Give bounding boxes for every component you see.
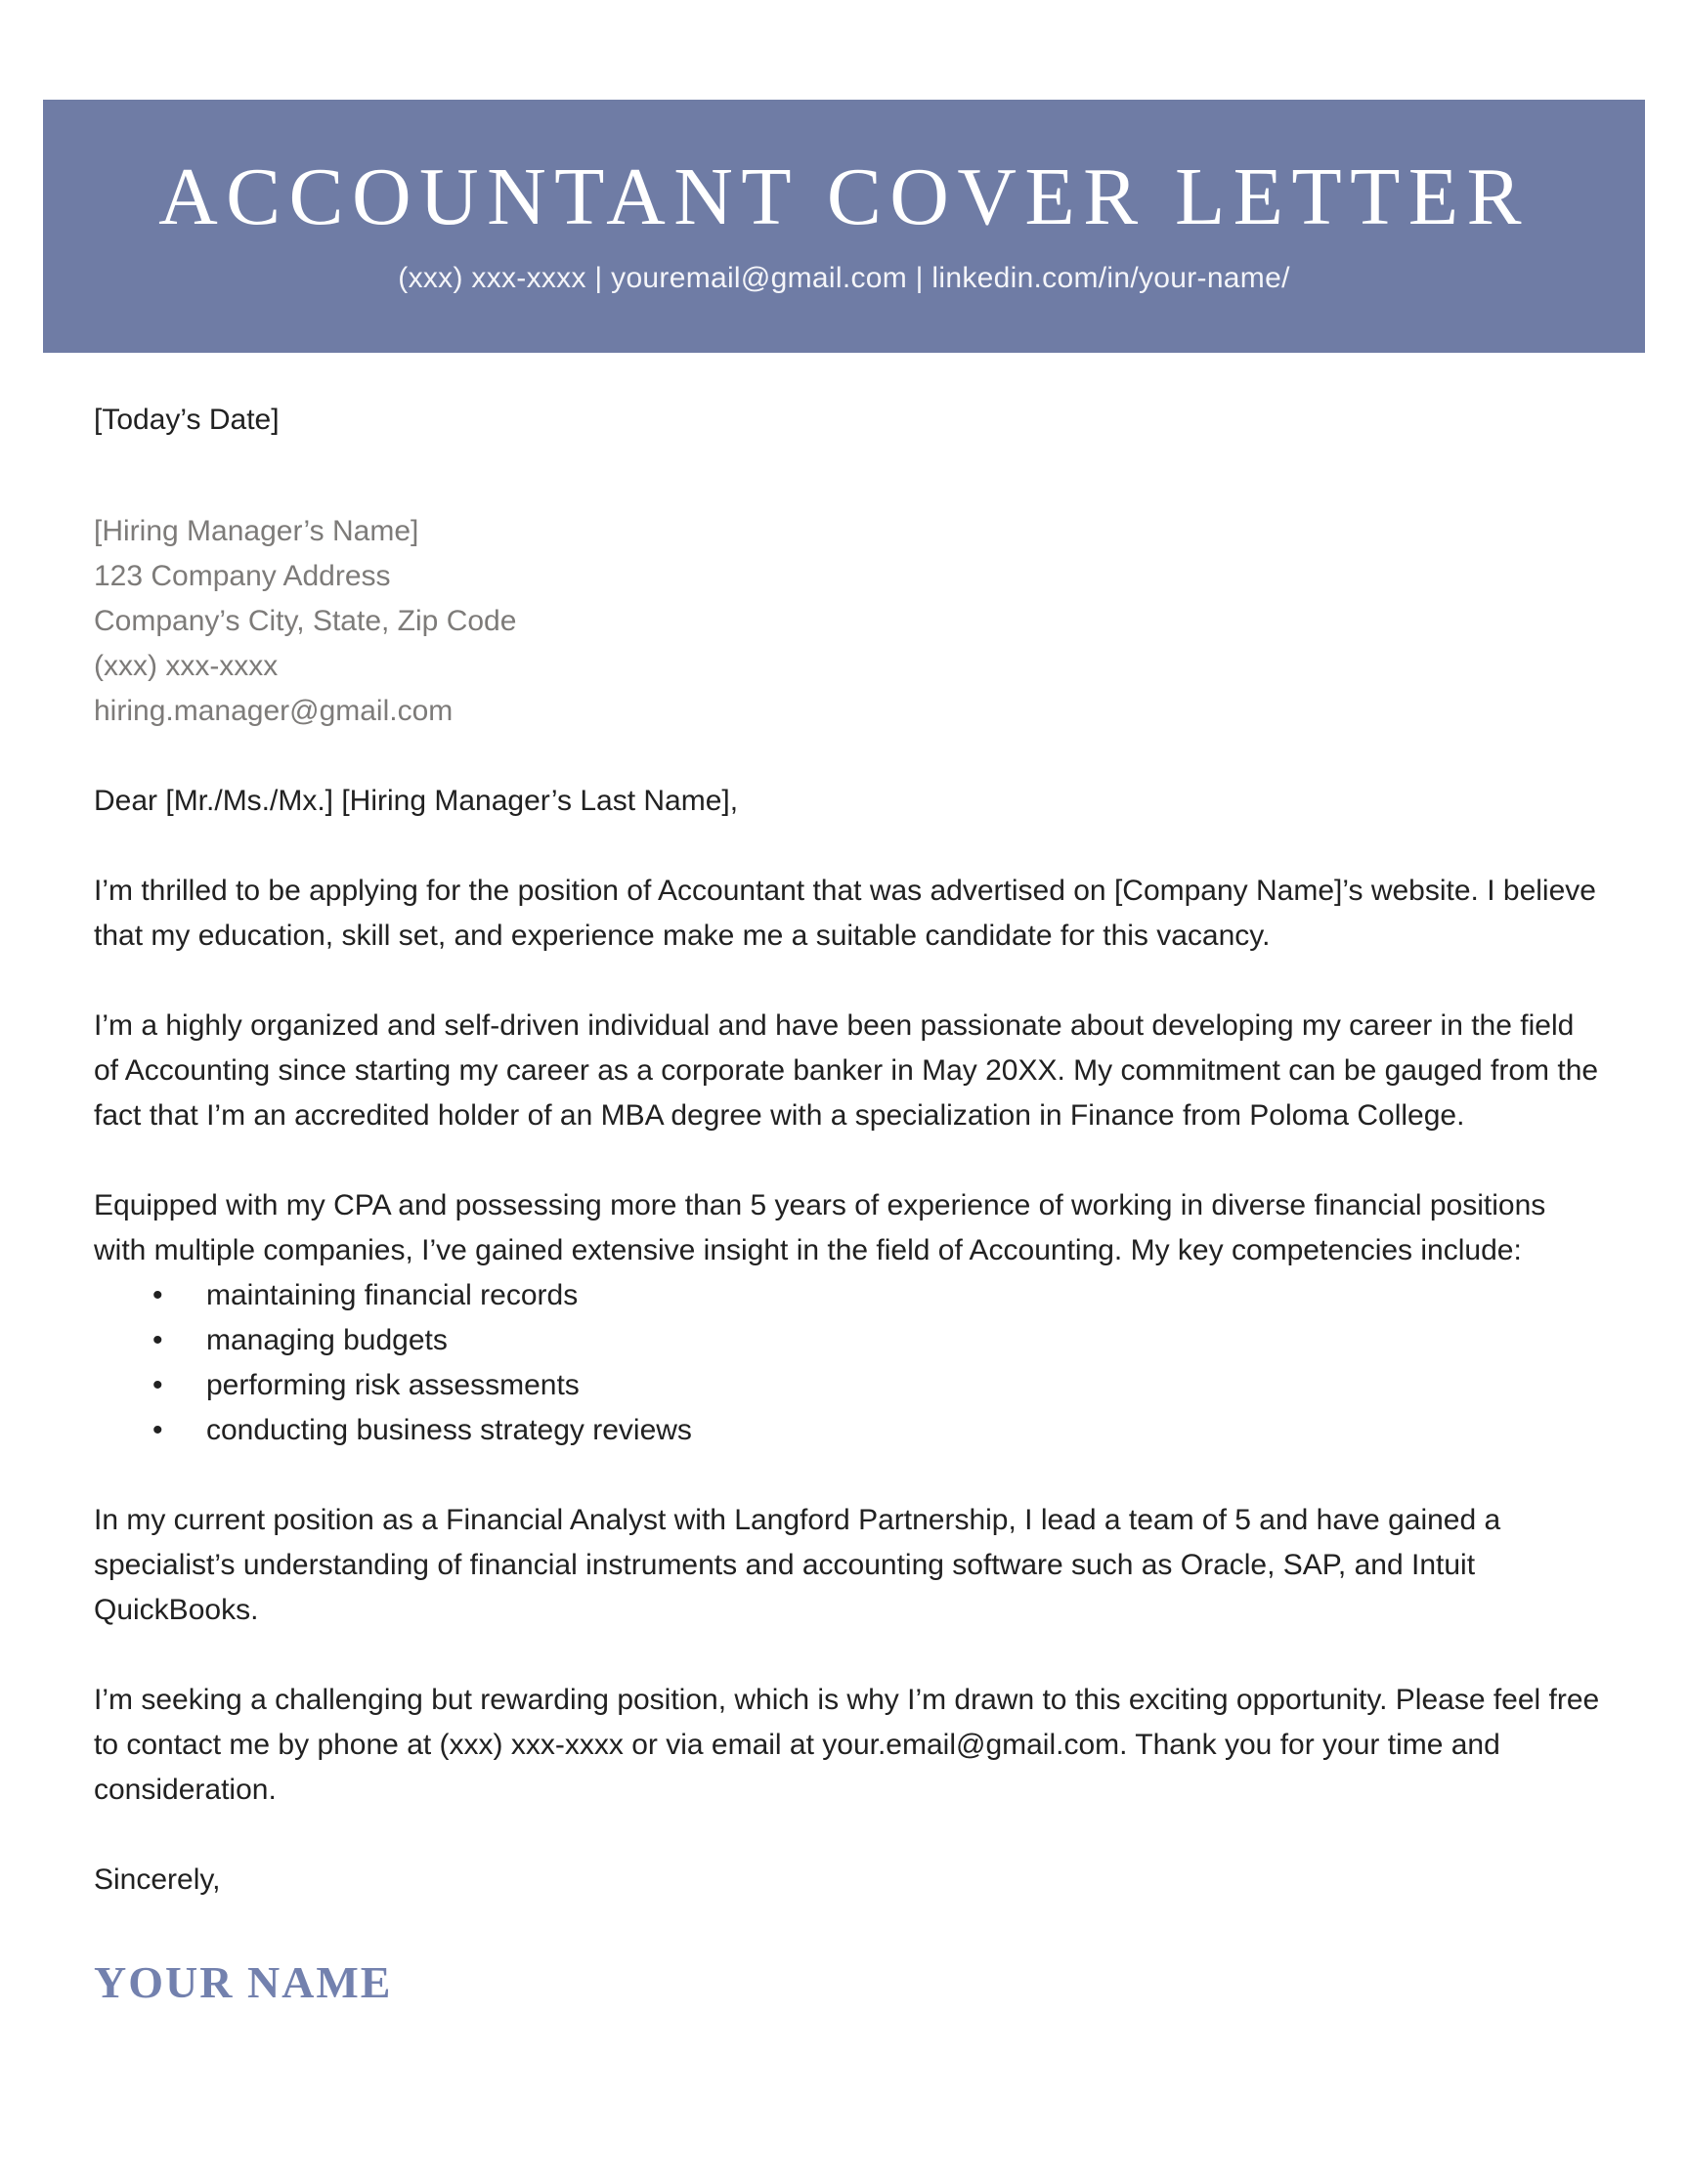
list-item: • managing budgets bbox=[94, 1318, 1600, 1363]
page-title: ACCOUNTANT COVER LETTER bbox=[158, 151, 1530, 242]
recipient-street: 123 Company Address bbox=[94, 560, 391, 592]
header-band bbox=[43, 100, 1645, 353]
greeting-line: Dear [Mr./Ms./Mx.] [Hiring Manager’s Last Name], bbox=[94, 785, 739, 817]
header-contact-line: (xxx) xxx-xxxx | youremail@gmail.com | linkedin.com/in/your-name/ bbox=[398, 262, 1290, 294]
list-item: • conducting business strategy reviews bbox=[94, 1408, 1600, 1453]
recipient-block bbox=[94, 509, 1600, 734]
letter-body bbox=[0, 353, 1688, 2008]
closing-line: Sincerely, bbox=[94, 1863, 221, 1896]
signature-name: YOUR NAME bbox=[94, 1957, 393, 2007]
recipient-city-state-zip: Company’s City, State, Zip Code bbox=[94, 605, 517, 637]
competency-list bbox=[94, 1273, 1600, 1453]
recipient-name: [Hiring Manager’s Name] bbox=[94, 515, 419, 547]
recipient-phone: (xxx) xxx-xxxx bbox=[94, 650, 279, 682]
paragraph-call-to-action: I’m seeking a challenging but rewarding position, which is why I’m drawn to this exciting opportunity. Please feel free to contact me by phone at (xxx) xxx-xxxx or via email at your.email@gmail.com. Thank you for your time and consideration. bbox=[94, 1684, 1600, 1806]
paragraph-current-role: In my current position as a Financial Analyst with Langford Partnership, I lead a team of 5 and have gained a specialist’s understanding of financial instruments and accounting software such as Oracle, SAP, and Intuit QuickBooks. bbox=[94, 1504, 1501, 1626]
paragraph-background: I’m a highly organized and self-driven individual and have been passionate about developing my career in the field of Accounting since starting my career as a corporate banker in May 20XX. My commitment can be gauged from the fact that I’m an accredited holder of an MBA degree with a specialization in Finance from Poloma College. bbox=[94, 1009, 1599, 1132]
paragraph-intro: I’m thrilled to be applying for the position of Accountant that was advertised on [Company Name]’s website. I believe that my education, skill set, and experience make me a suitable candidate for this vacancy. bbox=[94, 875, 1596, 952]
date-placeholder: [Today’s Date] bbox=[94, 404, 280, 436]
list-item: • maintaining financial records bbox=[94, 1273, 1600, 1318]
recipient-email: hiring.manager@gmail.com bbox=[94, 695, 454, 727]
paragraph-competencies-intro: Equipped with my CPA and possessing more than 5 years of experience of working in diverse financial positions with multiple companies, I’ve gained extensive insight in the field of Accounting. My key competencies include: bbox=[94, 1189, 1546, 1266]
list-item: • performing risk assessments bbox=[94, 1363, 1600, 1408]
